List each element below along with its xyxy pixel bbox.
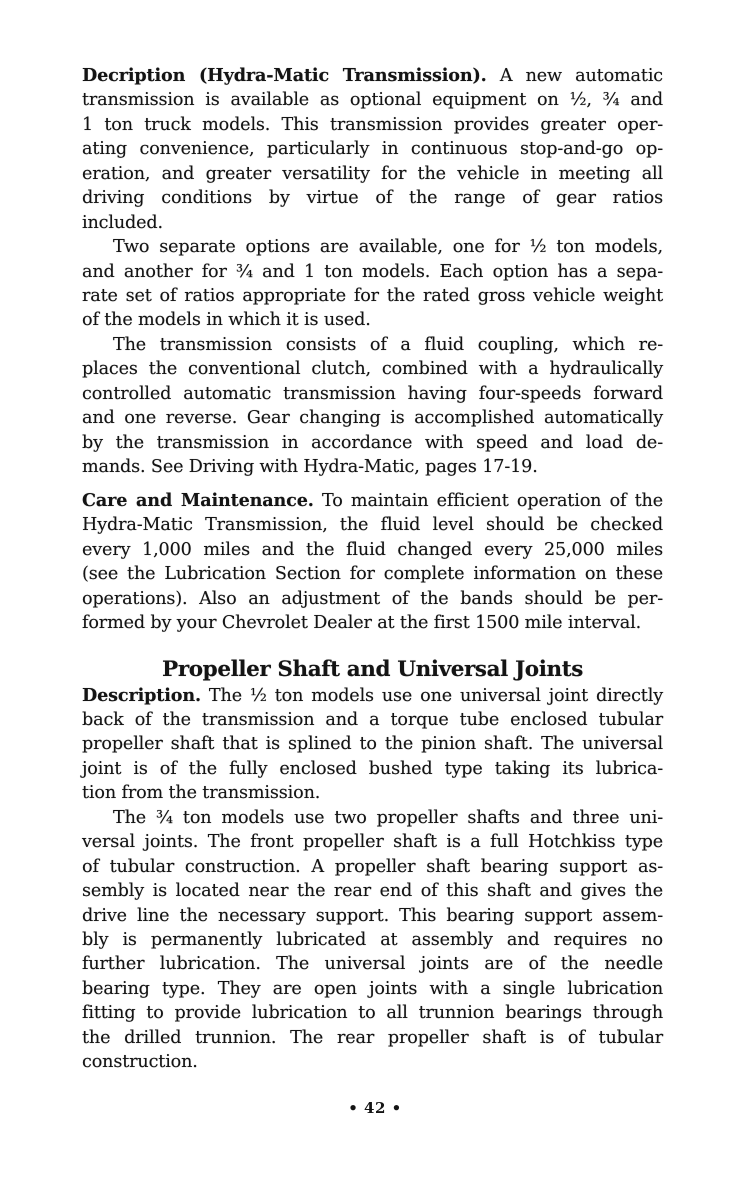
paragraph-hydra-matic-description: Decription (Hydra-Matic Transmission). A new automatic transmission is available as optional equipment on ½, ¾ and 1 ton truck models. This transmission provides greater oper- ating convenience, particularly in continuous stop-and-go op- eration, and greater versatility for the vehicle in meeting all driving conditions by virtue of the range of gear ratios included.: [82, 65, 663, 233]
run-in-heading: Description.: [82, 684, 201, 706]
run-in-heading: Care and Maintenance.: [82, 489, 314, 511]
section-spacer: [82, 479, 663, 489]
run-in-heading: Decription (Hydra-Matic Transmission).: [82, 65, 487, 86]
page-number: • 42 •: [348, 1099, 402, 1117]
paragraph-propeller-description: Description. The ½ ton models use one universal joint directly back of the transmission and a torque tube enclosed tubular propeller shaft that is splined to the pinion shaft. The universal joint is of the fully enclosed bushed type taking its lubrica- tion from the transmission.: [82, 684, 663, 804]
paragraph-three-quarter-ton: The ¾ ton models use two propeller shafts and three uni- versal joints. The front propeller shaft is a full Hotchkiss type of tubular construction. A propeller shaft bearing support as- sembly is located near the rear end of this shaft and gives the drive line the necessary support. This bearing support assem- bly is permanently lubricated at assembly and requires no further lubrication. The universal joints are of the needle bearing type. They are open joints with a single lubrication fitting to provide lubrication to all trunnion bearings through the drilled trunnion. The rear propeller shaft is of tubular construction.: [82, 807, 663, 1073]
document-page: [82, 64, 663, 1075]
paragraph-care-and-maintenance: Care and Maintenance. To maintain efficient operation of the Hydra-Matic Transmission, the fluid level should be checked every 1,000 miles and the fluid changed every 25,000 miles (see the Lubrication Section for complete information on these operations). Also an adjustment of the bands should be per- formed by your Chevrolet Dealer at the first 1500 mile interval.: [82, 489, 663, 634]
paragraph-transmission-consists: The transmission consists of a fluid coupling, which re- places the conventional clutch, combined with a hydraulically controlled automatic transmission having four-speeds forward and one reverse. Gear changing is accomplished automatically by the transmission in accordance with speed and load de- mands. See Driving with Hydra-Matic, pages 17-19.: [82, 334, 663, 477]
section-heading: Propeller Shaft and Universal Joints: [162, 656, 583, 682]
paragraph-separate-options: Two separate options are available, one for ½ ton models, and another for ¾ and 1 ton models. Each option has a sepa- rate set of ratios appropriate for the rated gross vehicle weight of the models in which it is used.: [82, 237, 663, 331]
